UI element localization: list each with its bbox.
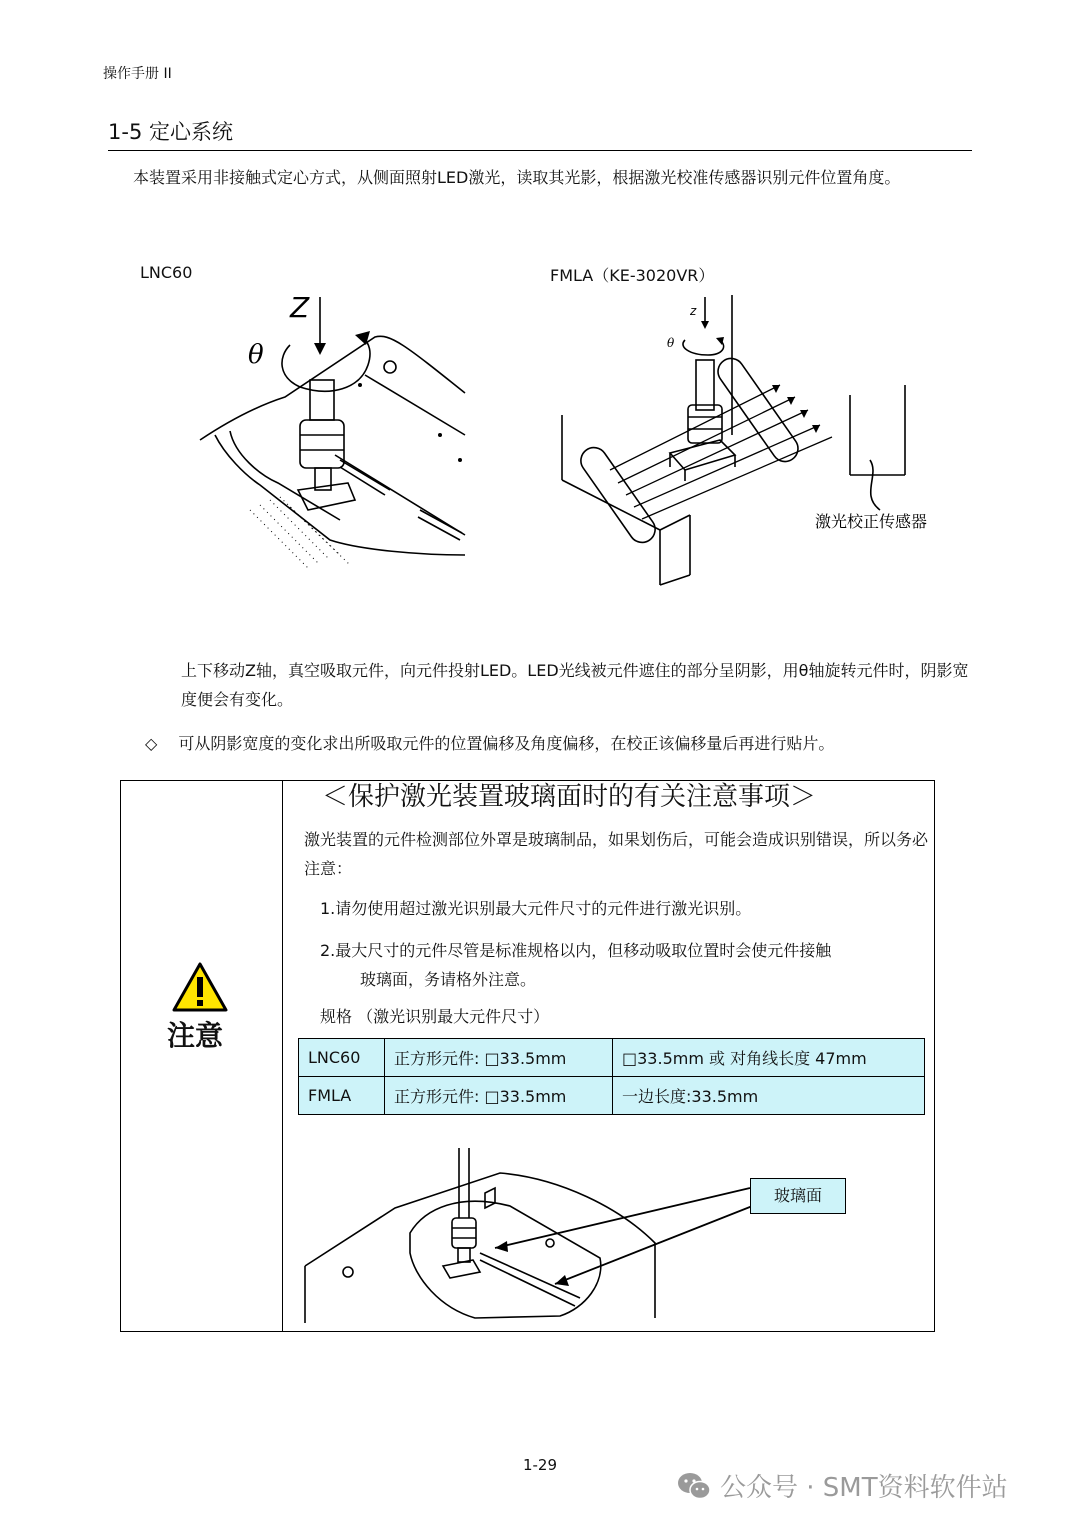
sensor-label: 激光校正传感器 (815, 512, 928, 531)
table-cell: 一边长度:33.5mm (613, 1077, 925, 1115)
fmla-figure-label: FMLA（KE-3020VR） (550, 266, 715, 285)
caution-paragraph: 激光装置的元件检测部位外罩是玻璃制品，如果划伤后，可能会造成识别错误，所以务必注意： (304, 830, 929, 878)
caution-item-2-line1: 2.最大尺寸的元件尽管是标准规格以内，但移动吸取位置时会使元件接触 (320, 941, 832, 960)
note-text: 可从阴影宽度的变化求出所吸取元件的位置偏移及角度偏移，在校正该偏移量后再进行贴片。 (178, 734, 835, 753)
table-cell: □33.5mm 或 对角线长度 47mm (613, 1039, 925, 1077)
lnc60-figure-label: LNC60 (140, 263, 193, 282)
page-number: 1-29 (522, 1456, 558, 1474)
watermark (676, 1467, 1008, 1504)
spec-label: 规格 （激光识别最大元件尺寸） (320, 1007, 550, 1026)
table-row (299, 1039, 925, 1077)
note-line (145, 731, 834, 754)
theta-label: θ (248, 340, 264, 370)
page-header: 操作手册 II (103, 66, 172, 82)
table-cell: FMLA (299, 1077, 385, 1115)
fmla-illustration (550, 285, 950, 595)
table-cell: LNC60 (299, 1039, 385, 1077)
theta-label-small: θ (667, 336, 675, 350)
watermark-text: 公众号 · SMT资料软件站 (720, 1473, 1008, 1503)
lnc60-illustration (190, 285, 480, 575)
glass-surface-label: 玻璃面 (750, 1178, 846, 1214)
z-axis-label: Z (290, 291, 310, 324)
section-title: 1-5 定心系统 (108, 116, 972, 151)
z-axis-label-small: z (690, 304, 697, 318)
glass-surface-illustration (300, 1148, 760, 1328)
caution-side-panel (121, 781, 283, 1331)
table-row (299, 1077, 925, 1115)
table-cell: 正方形元件: □33.5mm (385, 1039, 613, 1077)
intro-paragraph: 本装置采用非接触式定心方式，从侧面照射LED激光，读取其光影，根据激光校准传感器识别元件位置角度。 (133, 168, 901, 187)
table-cell: 正方形元件: □33.5mm (385, 1077, 613, 1115)
caution-item-2-line2: 玻璃面，务请格外注意。 (360, 970, 537, 989)
description-paragraph: 上下移动Z轴，真空吸取元件，向元件投射LED。LED光线被元件遮住的部分呈阴影，用θ轴旋转元件时，阴影宽度便会有变化。 (181, 661, 969, 709)
caution-title: ＜保护激光装置玻璃面时的有关注意事项＞ (322, 782, 817, 812)
diamond-bullet-icon: ◇ (145, 734, 158, 753)
spec-table (298, 1038, 925, 1115)
caution-item-2 (320, 936, 930, 994)
caution-item-1: 1.请勿使用超过激光识别最大元件尺寸的元件进行激光识别。 (320, 899, 752, 918)
caution-word: 注意 (167, 1019, 224, 1052)
warning-triangle-icon (171, 961, 229, 1013)
wechat-icon (676, 1471, 712, 1501)
